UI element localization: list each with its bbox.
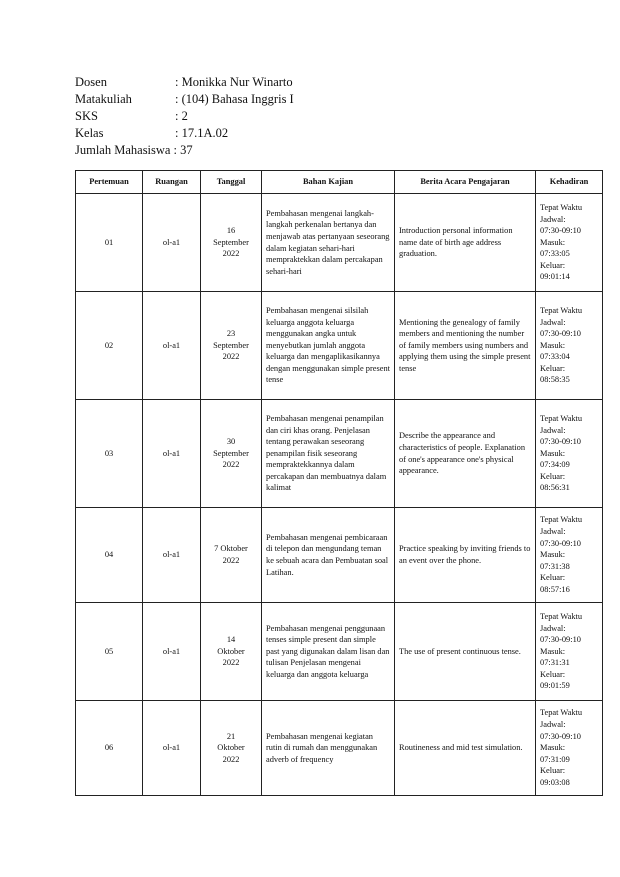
tanggal-line: September [213, 237, 249, 247]
kehadiran-line: 08:57:16 [540, 584, 570, 594]
cell-ruangan: ol-a1 [143, 400, 201, 508]
kehadiran-line: 07:34:09 [540, 460, 570, 470]
kehadiran-line: Masuk: [540, 237, 566, 247]
matakuliah-label: Matakuliah [75, 92, 132, 106]
kehadiran-line: 07:30-09:10 [540, 538, 581, 548]
kehadiran-line: Keluar: [540, 363, 566, 373]
cell-pertemuan: 05 [76, 603, 143, 701]
kehadiran-line: Jadwal: [540, 214, 566, 224]
matakuliah-row [75, 91, 475, 108]
kehadiran-line: 07:30-09:10 [540, 437, 581, 447]
kehadiran-line: Jadwal: [540, 317, 566, 327]
tanggal-line: 2022 [222, 658, 240, 668]
tanggal-line: Oktober [217, 743, 245, 753]
cell-pertemuan: 06 [76, 701, 143, 796]
kehadiran-line: Jadwal: [540, 425, 566, 435]
cell-pertemuan: 04 [76, 508, 143, 603]
table-row [76, 508, 603, 603]
kehadiran-line: 07:33:05 [540, 249, 570, 259]
matakuliah-value: : (104) Bahasa Inggris I [175, 92, 294, 106]
kehadiran-line: Jadwal: [540, 623, 566, 633]
col-header-pertemuan: Pertemuan [76, 171, 143, 194]
cell-berita-acara: Mentioning the genealogy of family members and mentioning the number of family members using numbers and applying them using the simple present tense [395, 292, 536, 400]
kehadiran-line: Masuk: [540, 340, 566, 350]
col-header-berita-acara: Berita Acara Pengajaran [395, 171, 536, 194]
kehadiran-line: 09:01:59 [540, 681, 570, 691]
cell-tanggal [201, 701, 262, 796]
cell-berita-acara: Introduction personal information name date of birth age address graduation. [395, 194, 536, 292]
tanggal-line: 21 [226, 731, 236, 741]
kehadiran-line: Tepat Waktu [540, 611, 583, 621]
tanggal-line: September [213, 340, 249, 350]
kehadiran-line: 07:31:09 [540, 754, 570, 764]
col-header-tanggal: Tanggal [201, 171, 262, 194]
cell-berita-acara: The use of present continuous tense. [395, 603, 536, 701]
kehadiran-line: 09:03:08 [540, 777, 570, 787]
cell-tanggal [201, 194, 262, 292]
kehadiran-line: Masuk: [540, 646, 566, 656]
cell-tanggal [201, 292, 262, 400]
kehadiran-line: Tepat Waktu [540, 413, 583, 423]
kelas-row [75, 125, 475, 142]
jumlah-label: Jumlah Mahasiswa [75, 143, 171, 157]
kehadiran-line: 07:30-09:10 [540, 329, 581, 339]
kehadiran-line: 07:31:31 [540, 658, 570, 668]
cell-ruangan: ol-a1 [143, 292, 201, 400]
col-header-kehadiran: Kehadiran [536, 171, 603, 194]
kehadiran-line: Masuk: [540, 743, 566, 753]
cell-kehadiran [536, 194, 603, 292]
tanggal-line: 7 Oktober [214, 544, 248, 554]
cell-berita-acara: Practice speaking by inviting friends to an event over the phone. [395, 508, 536, 603]
cell-bahan-kajian: Pembahasan mengenai silsilah keluarga anggota keluarga menggunakan angka untuk menyebutkan jumlah anggota keluarga dan mengaplikasikannya dengan menggunakan simple present tense [262, 292, 395, 400]
cell-tanggal [201, 508, 262, 603]
kehadiran-line: Keluar: [540, 573, 566, 583]
dosen-label: Dosen [75, 75, 107, 89]
kelas-label: Kelas [75, 126, 104, 140]
cell-pertemuan: 03 [76, 400, 143, 508]
tanggal-line: 23 [226, 329, 236, 339]
cell-tanggal [201, 603, 262, 701]
jumlah-row [75, 142, 475, 159]
dosen-value: : Monikka Nur Winarto [175, 75, 293, 89]
tanggal-line: 16 [226, 226, 236, 236]
table-row [76, 603, 603, 701]
kehadiran-line: Keluar: [540, 766, 566, 776]
cell-pertemuan: 01 [76, 194, 143, 292]
attendance-table [75, 170, 603, 796]
table-header-row [76, 171, 603, 194]
table-row [76, 292, 603, 400]
tanggal-line: 30 [226, 437, 236, 447]
cell-ruangan: ol-a1 [143, 508, 201, 603]
kehadiran-line: 07:30-09:10 [540, 731, 581, 741]
sks-label: SKS [75, 109, 98, 123]
kehadiran-line: 08:56:31 [540, 483, 570, 493]
col-header-bahan-kajian: Bahan Kajian [262, 171, 395, 194]
tanggal-line: 2022 [222, 460, 240, 470]
cell-ruangan: ol-a1 [143, 603, 201, 701]
kehadiran-line: Tepat Waktu [540, 708, 583, 718]
cell-pertemuan: 02 [76, 292, 143, 400]
cell-berita-acara: Routineness and mid test simulation. [395, 701, 536, 796]
kehadiran-line: Keluar: [540, 669, 566, 679]
tanggal-line: 14 [226, 635, 236, 645]
kehadiran-line: Tepat Waktu [540, 305, 583, 315]
cell-bahan-kajian: Pembahasan mengenai penampilan dan ciri khas orang. Penjelasan tentang perawakan seseorang penampilan fisik seseorang mempraktekkannya dalam percakapan dan membuatnya dalam kalimat [262, 400, 395, 508]
kehadiran-line: 09:01:14 [540, 272, 570, 282]
jumlah-value: : 37 [173, 143, 193, 157]
kehadiran-line: Keluar: [540, 260, 566, 270]
cell-ruangan: ol-a1 [143, 701, 201, 796]
tanggal-line: Oktober [217, 646, 245, 656]
cell-berita-acara: Describe the appearance and characteristics of people. Explanation of one's appearance one's physical appearance. [395, 400, 536, 508]
cell-kehadiran [536, 292, 603, 400]
cell-kehadiran [536, 701, 603, 796]
cell-bahan-kajian: Pembahasan mengenai kegiatan rutin di rumah dan menggunakan adverb of frequency [262, 701, 395, 796]
table-body [76, 194, 603, 796]
table-row [76, 701, 603, 796]
kehadiran-line: Tepat Waktu [540, 202, 583, 212]
table-row [76, 400, 603, 508]
cell-bahan-kajian: Pembahasan mengenai langkah-langkah perkenalan bertanya dan menjawab atas pertanyaan seseorang dalam kegiatan sehari-hari mempraktekkan dalam percakapan sehari-hari [262, 194, 395, 292]
tanggal-line: September [213, 448, 249, 458]
cell-bahan-kajian: Pembahasan mengenai penggunaan tenses simple present dan simple past yang digunakan dalam lisan dan tulisan Penjelasan mengenai keluarga dan anggota keluarga [262, 603, 395, 701]
cell-kehadiran [536, 508, 603, 603]
tanggal-line: 2022 [222, 556, 240, 565]
kehadiran-line: 07:33:04 [540, 352, 570, 362]
kehadiran-line: Jadwal: [540, 720, 566, 730]
kehadiran-line: 07:31:38 [540, 561, 570, 571]
tanggal-line: 2022 [222, 249, 240, 259]
cell-ruangan: ol-a1 [143, 194, 201, 292]
tanggal-line: 2022 [222, 754, 240, 764]
dosen-row [75, 74, 475, 91]
sks-row [75, 108, 475, 125]
col-header-ruangan: Ruangan [143, 171, 201, 194]
kehadiran-line: 07:30-09:10 [540, 226, 581, 236]
cell-tanggal [201, 400, 262, 508]
course-info [75, 74, 475, 159]
cell-kehadiran [536, 603, 603, 701]
cell-kehadiran [536, 400, 603, 508]
kehadiran-line: Jadwal: [540, 527, 566, 537]
kehadiran-line: Keluar: [540, 471, 566, 481]
kehadiran-line: 08:58:35 [540, 375, 570, 385]
sks-value: : 2 [175, 109, 188, 123]
kehadiran-line: Masuk: [540, 448, 566, 458]
table-row [76, 194, 603, 292]
kehadiran-line: Masuk: [540, 550, 566, 560]
tanggal-line: 2022 [222, 352, 240, 362]
kehadiran-line: 07:30-09:10 [540, 635, 581, 645]
kelas-value: : 17.1A.02 [175, 126, 229, 140]
kehadiran-line: Tepat Waktu [540, 515, 583, 525]
cell-bahan-kajian: Pembahasan mengenai pembicaraan di telepon dan mengundang teman ke sebuah acara dan Pembuatan soal Latihan. [262, 508, 395, 603]
